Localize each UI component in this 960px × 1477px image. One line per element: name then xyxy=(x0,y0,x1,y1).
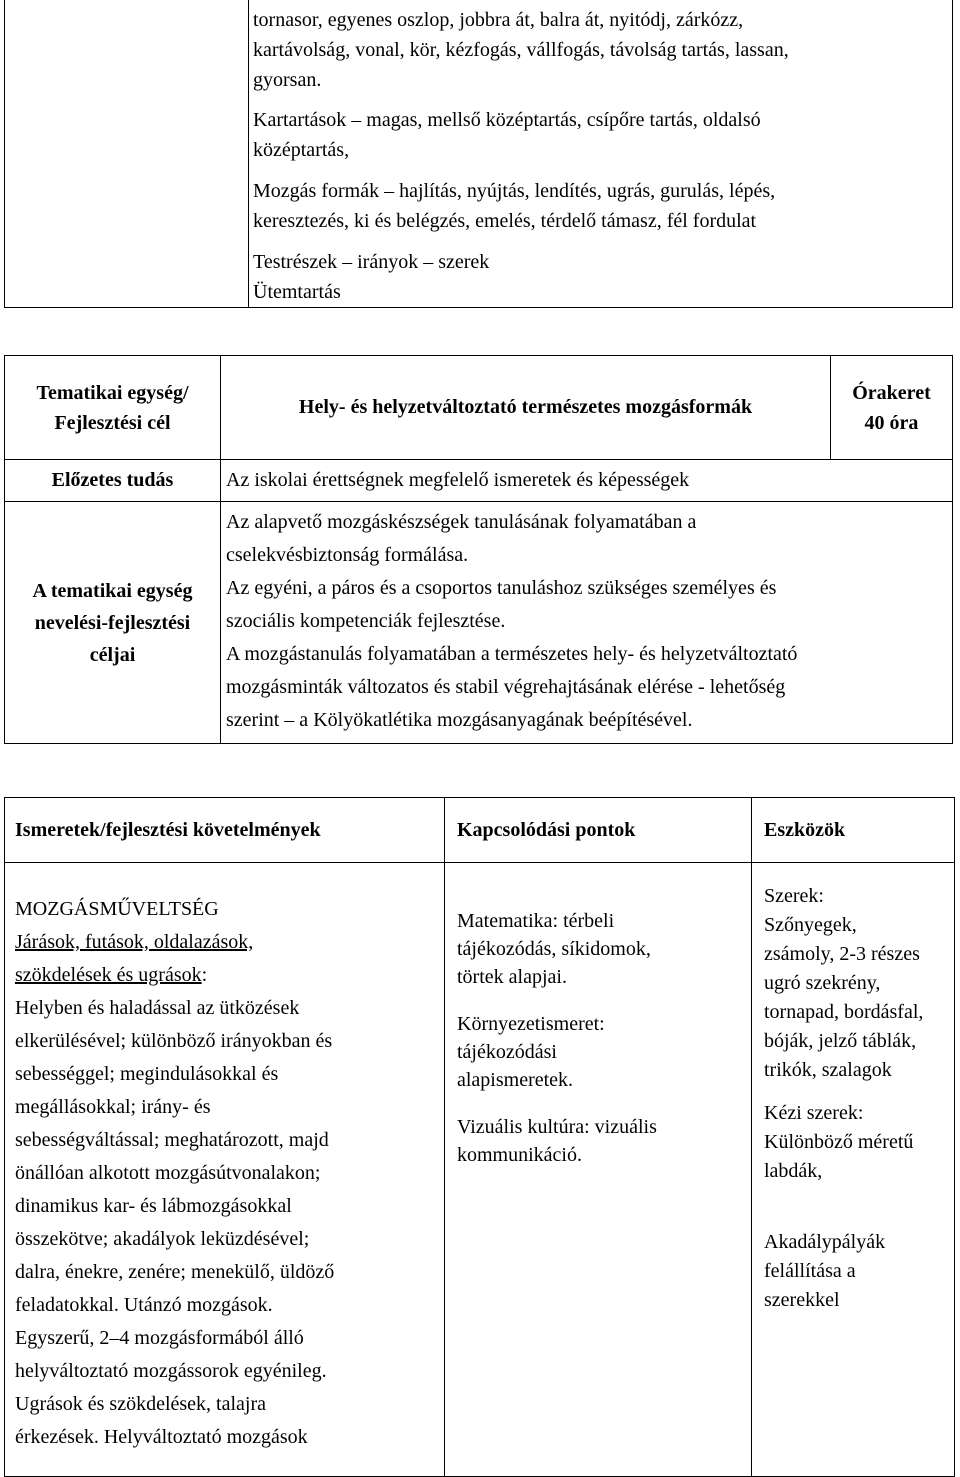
section-heading: MOZGÁSMŰVELTSÉG xyxy=(15,898,219,920)
goals-line: Az egyéni, a páros és a csoportos tanuláshoz szükséges személyes és xyxy=(226,577,777,599)
requirement-line: összekötve; akadályok leküzdésével; xyxy=(15,1228,310,1250)
top-line: Ütemtartás xyxy=(253,281,341,303)
connection-line: Környezetismeret: xyxy=(457,1013,605,1035)
goals-label: céljai xyxy=(89,643,136,666)
hours-value: 40 óra xyxy=(864,411,919,434)
connection-line: alapismeretek. xyxy=(457,1069,574,1091)
tools-cell xyxy=(752,863,955,1477)
top-table-content-cell xyxy=(249,0,953,308)
top-line: középtartás, xyxy=(253,139,350,161)
requirement-line: Egyszerű, 2–4 mozgásformából álló xyxy=(15,1327,304,1349)
goals-label: A tematikai egység xyxy=(32,579,193,602)
requirement-line: megállásokkal; irány- és xyxy=(15,1096,211,1118)
header-tools-cell xyxy=(752,798,955,863)
unit-hours-cell xyxy=(831,356,953,460)
goals-line: Az alapvető mozgáskészségek tanulásának folyamatában a xyxy=(226,511,697,533)
top-line: tornasor, egyenes oszlop, jobbra át, balra át, nyitódj, zárkózz, xyxy=(253,9,744,31)
connection-line: törtek alapjai. xyxy=(457,966,567,988)
goals-line: szerint – a Kölyökatlétika mozgásanyagának beépítésével. xyxy=(226,709,693,731)
connections-cell xyxy=(445,863,752,1477)
requirement-line: sebességgel; megindulásokkal és xyxy=(15,1063,279,1085)
prior-knowledge-label: Előzetes tudás xyxy=(51,469,174,491)
connection-line: kommunikáció. xyxy=(457,1144,582,1166)
unit-header-label-cell xyxy=(5,356,221,460)
tool-line: Szerek: xyxy=(764,885,824,907)
top-table xyxy=(4,0,953,308)
tool-line: szerekkel xyxy=(764,1289,840,1311)
tool-line: zsámoly, 2-3 részes xyxy=(764,943,920,965)
subheading-suffix: : xyxy=(201,964,208,986)
header-tools: Eszközök xyxy=(764,818,846,841)
tool-line: Különböző méretű xyxy=(764,1131,914,1153)
content-table xyxy=(4,797,955,1477)
top-table-left-cell xyxy=(5,0,249,308)
goals-label-cell xyxy=(5,502,221,744)
connection-line: tájékozódási xyxy=(457,1041,557,1063)
subheading-line xyxy=(15,959,444,992)
header-connections: Kapcsolódási pontok xyxy=(457,818,636,841)
top-line: keresztezés, ki és belégzés, emelés, térdelő támasz, fél fordulat xyxy=(253,210,757,232)
requirement-line: dinamikus kar- és lábmozgásokkal xyxy=(15,1195,292,1217)
header-requirements: Ismeretek/fejlesztési követelmények xyxy=(15,818,321,841)
top-line: gyorsan. xyxy=(253,69,322,91)
unit-table xyxy=(4,355,953,744)
goals-line: mozgásminták változatos és stabil végrehajtásának elérése - lehetőség xyxy=(226,676,786,698)
goals-line: cselekvésbiztonság formálása. xyxy=(226,544,469,566)
hours-label: Órakeret xyxy=(852,381,931,404)
tool-line: ugró szekrény, xyxy=(764,972,881,994)
tool-line: bóják, jelző táblák, xyxy=(764,1030,917,1052)
requirement-line: önállóan alkotott mozgásútvonalakon; xyxy=(15,1162,321,1184)
subheading: Járások, futások, oldalazások, xyxy=(15,931,254,953)
connection-line: Matematika: térbeli xyxy=(457,910,615,932)
unit-title: Hely- és helyzetváltoztató természetes mozgásformák xyxy=(298,396,753,418)
top-line: kartávolság, vonal, kör, kézfogás, vállfogás, távolság tartás, lassan, xyxy=(253,39,789,61)
header-requirements-cell xyxy=(5,798,445,863)
unit-header-label: Tematikai egység/ xyxy=(36,381,189,404)
requirements-cell xyxy=(5,863,445,1477)
requirement-line: érkezések. Helyváltoztató mozgások xyxy=(15,1426,308,1448)
tool-line: tornapad, bordásfal, xyxy=(764,1001,924,1023)
tool-line: Kézi szerek: xyxy=(764,1102,864,1124)
top-line: Kartartások – magas, mellső középtartás, csípőre tartás, oldalsó xyxy=(253,109,761,131)
unit-header-label: Fejlesztési cél xyxy=(54,411,171,434)
header-connections-cell xyxy=(445,798,752,863)
top-line: Testrészek – irányok – szerek xyxy=(253,251,490,273)
tool-line: Szőnyegek, xyxy=(764,914,857,936)
requirement-line: dalra, énekre, zenére; menekülő, üldöző xyxy=(15,1261,335,1283)
requirement-line: Helyben és haladással az ütközések xyxy=(15,997,300,1019)
unit-title-cell xyxy=(221,356,831,460)
prior-knowledge-text: Az iskolai érettségnek megfelelő ismeretek és képességek xyxy=(226,469,690,491)
subheading: szökdelések és ugrások xyxy=(15,964,202,986)
requirement-line: helyváltoztató mozgássorok egyénileg. xyxy=(15,1360,327,1382)
requirement-line: feladatokkal. Utánzó mozgások. xyxy=(15,1294,273,1316)
tool-line: labdák, xyxy=(764,1160,823,1182)
requirement-line: elkerülésével; különböző irányokban és xyxy=(15,1030,333,1052)
tool-line: Akadálypályák xyxy=(764,1231,886,1253)
requirement-line: Ugrások és szökdelések, talajra xyxy=(15,1393,267,1415)
tool-line: trikók, szalagok xyxy=(764,1059,892,1081)
requirement-line: sebességváltással; meghatározott, majd xyxy=(15,1129,329,1151)
goals-cell xyxy=(221,502,953,744)
goals-line: szociális kompetenciák fejlesztése. xyxy=(226,610,506,632)
connection-line: tájékozódás, síkidomok, xyxy=(457,938,651,960)
tool-line: felállítása a xyxy=(764,1260,856,1282)
prior-knowledge-cell xyxy=(221,460,953,502)
goals-line: A mozgástanulás folyamatában a természetes hely- és helyzetváltoztató xyxy=(226,643,798,665)
goals-label: nevelési-fejlesztési xyxy=(34,611,191,634)
connection-line: Vizuális kultúra: vizuális xyxy=(457,1116,657,1138)
prior-knowledge-label-cell xyxy=(5,460,221,502)
top-line: Mozgás formák – hajlítás, nyújtás, lendítés, ugrás, gurulás, lépés, xyxy=(253,180,776,202)
